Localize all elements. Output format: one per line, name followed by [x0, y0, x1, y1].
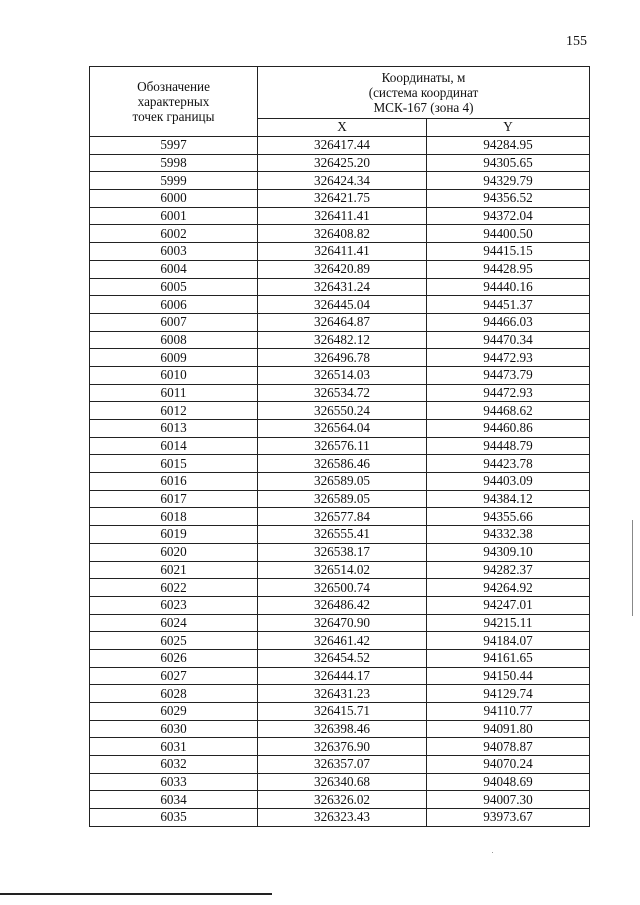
table-row [90, 773, 590, 791]
y-coordinate-cell: 94472.93 [427, 349, 590, 367]
y-coordinate-cell: 94423.78 [427, 455, 590, 473]
y-coordinate-cell: 94451.37 [427, 296, 590, 314]
x-coordinate-cell: 326411.41 [258, 207, 427, 225]
table-row [90, 632, 590, 650]
y-coordinate-cell: 94384.12 [427, 490, 590, 508]
coords-header-line-3: МСК-167 (зона 4) [373, 99, 474, 115]
x-coordinate-cell: 326425.20 [258, 154, 427, 172]
point-cell: 5997 [90, 137, 258, 155]
y-coordinate-cell: 93973.67 [427, 809, 590, 827]
table-row [90, 349, 590, 367]
x-coordinate-cell: 326357.07 [258, 756, 427, 774]
x-coordinate-cell: 326482.12 [258, 331, 427, 349]
table-row [90, 437, 590, 455]
table-row [90, 526, 590, 544]
point-cell: 6031 [90, 738, 258, 756]
table-row [90, 596, 590, 614]
y-coordinate-cell: 94091.80 [427, 720, 590, 738]
x-coordinate-cell: 326421.75 [258, 190, 427, 208]
x-coordinate-cell: 326431.23 [258, 685, 427, 703]
table-row [90, 172, 590, 190]
points-header-line-2: характерных [137, 94, 210, 109]
y-coordinate-cell: 94473.79 [427, 366, 590, 384]
y-coordinate-cell: 94070.24 [427, 756, 590, 774]
point-cell: 6010 [90, 366, 258, 384]
point-cell: 6001 [90, 207, 258, 225]
x-coordinate-cell: 326411.41 [258, 243, 427, 261]
x-coordinate-cell: 326514.03 [258, 366, 427, 384]
scan-speck [492, 852, 493, 853]
table-row [90, 366, 590, 384]
x-coordinate-cell: 326420.89 [258, 260, 427, 278]
x-coordinate-cell: 326514.02 [258, 561, 427, 579]
x-coordinate-cell: 326470.90 [258, 614, 427, 632]
y-coordinate-cell: 94415.15 [427, 243, 590, 261]
x-coordinate-cell: 326589.05 [258, 490, 427, 508]
point-cell: 6033 [90, 773, 258, 791]
point-cell: 6007 [90, 313, 258, 331]
y-coordinate-cell: 94440.16 [427, 278, 590, 296]
footer-rule [0, 893, 272, 895]
table-row [90, 543, 590, 561]
table-row [90, 473, 590, 491]
point-cell: 6008 [90, 331, 258, 349]
table-row [90, 278, 590, 296]
x-coordinate-cell: 326589.05 [258, 473, 427, 491]
table-row [90, 137, 590, 155]
table-row [90, 809, 590, 827]
y-coordinate-cell: 94282.37 [427, 561, 590, 579]
y-coordinate-cell: 94332.38 [427, 526, 590, 544]
y-coordinate-cell: 94129.74 [427, 685, 590, 703]
y-coordinate-cell: 94161.65 [427, 649, 590, 667]
coordinates-table [89, 66, 590, 827]
x-column-header: X [258, 118, 427, 136]
x-coordinate-cell: 326500.74 [258, 579, 427, 597]
table-row [90, 420, 590, 438]
y-coordinate-cell: 94428.95 [427, 260, 590, 278]
y-coordinate-cell: 94329.79 [427, 172, 590, 190]
y-coordinate-cell: 94470.34 [427, 331, 590, 349]
table-row [90, 685, 590, 703]
point-cell: 6003 [90, 243, 258, 261]
point-cell: 6022 [90, 579, 258, 597]
point-cell: 6024 [90, 614, 258, 632]
y-coordinate-cell: 94309.10 [427, 543, 590, 561]
y-coordinate-cell: 94150.44 [427, 667, 590, 685]
point-cell: 6014 [90, 437, 258, 455]
point-cell: 6009 [90, 349, 258, 367]
x-coordinate-cell: 326323.43 [258, 809, 427, 827]
x-coordinate-cell: 326454.52 [258, 649, 427, 667]
coords-header-line-1: Координаты, м [381, 69, 466, 85]
y-coordinate-cell: 94264.92 [427, 579, 590, 597]
x-coordinate-cell: 326408.82 [258, 225, 427, 243]
point-cell: 6013 [90, 420, 258, 438]
table-row [90, 384, 590, 402]
table-row [90, 402, 590, 420]
point-cell: 6020 [90, 543, 258, 561]
point-cell: 6026 [90, 649, 258, 667]
point-cell: 5999 [90, 172, 258, 190]
point-cell: 6027 [90, 667, 258, 685]
coordinates-column-header [258, 67, 590, 119]
x-coordinate-cell: 326340.68 [258, 773, 427, 791]
points-column-header [90, 67, 258, 137]
page-number: 155 [566, 34, 587, 49]
table-row [90, 331, 590, 349]
point-cell: 6000 [90, 190, 258, 208]
table-row [90, 296, 590, 314]
y-coordinate-cell: 94048.69 [427, 773, 590, 791]
table-row [90, 756, 590, 774]
x-coordinate-cell: 326464.87 [258, 313, 427, 331]
y-column-header: Y [427, 118, 590, 136]
x-coordinate-cell: 326326.02 [258, 791, 427, 809]
point-cell: 6021 [90, 561, 258, 579]
y-coordinate-cell: 94472.93 [427, 384, 590, 402]
x-coordinate-cell: 326538.17 [258, 543, 427, 561]
x-coordinate-cell: 326486.42 [258, 596, 427, 614]
y-coordinate-cell: 94356.52 [427, 190, 590, 208]
y-coordinate-cell: 94284.95 [427, 137, 590, 155]
points-header-line-3: точек границы [132, 109, 215, 124]
table-row [90, 207, 590, 225]
y-coordinate-cell: 94184.07 [427, 632, 590, 650]
table-row [90, 154, 590, 172]
table-row [90, 720, 590, 738]
y-coordinate-cell: 94007.30 [427, 791, 590, 809]
point-cell: 6023 [90, 596, 258, 614]
x-coordinate-cell: 326534.72 [258, 384, 427, 402]
y-coordinate-cell: 94078.87 [427, 738, 590, 756]
x-coordinate-cell: 326431.24 [258, 278, 427, 296]
point-cell: 6004 [90, 260, 258, 278]
y-coordinate-cell: 94400.50 [427, 225, 590, 243]
table-row [90, 667, 590, 685]
y-coordinate-cell: 94403.09 [427, 473, 590, 491]
table-row [90, 243, 590, 261]
point-cell: 6034 [90, 791, 258, 809]
y-coordinate-cell: 94355.66 [427, 508, 590, 526]
point-cell: 6018 [90, 508, 258, 526]
table-row [90, 561, 590, 579]
table-row [90, 260, 590, 278]
x-coordinate-cell: 326461.42 [258, 632, 427, 650]
point-cell: 6019 [90, 526, 258, 544]
points-header-line-1: Обозначение [137, 79, 210, 94]
point-cell: 6011 [90, 384, 258, 402]
table-row [90, 738, 590, 756]
x-coordinate-cell: 326398.46 [258, 720, 427, 738]
table-row [90, 579, 590, 597]
point-cell: 6012 [90, 402, 258, 420]
point-cell: 6015 [90, 455, 258, 473]
table-row [90, 313, 590, 331]
x-coordinate-cell: 326576.11 [258, 437, 427, 455]
table-row [90, 490, 590, 508]
table-row [90, 791, 590, 809]
x-coordinate-cell: 326577.84 [258, 508, 427, 526]
y-coordinate-cell: 94460.86 [427, 420, 590, 438]
point-cell: 6006 [90, 296, 258, 314]
y-coordinate-cell: 94372.04 [427, 207, 590, 225]
coordinates-table-body [90, 137, 590, 827]
margin-scan-mark [632, 520, 633, 616]
point-cell: 6030 [90, 720, 258, 738]
point-cell: 6002 [90, 225, 258, 243]
point-cell: 6016 [90, 473, 258, 491]
x-coordinate-cell: 326417.44 [258, 137, 427, 155]
point-cell: 5998 [90, 154, 258, 172]
x-coordinate-cell: 326564.04 [258, 420, 427, 438]
y-coordinate-cell: 94468.62 [427, 402, 590, 420]
table-row [90, 649, 590, 667]
x-coordinate-cell: 326586.46 [258, 455, 427, 473]
point-cell: 6032 [90, 756, 258, 774]
y-coordinate-cell: 94466.03 [427, 313, 590, 331]
y-coordinate-cell: 94247.01 [427, 596, 590, 614]
x-coordinate-cell: 326445.04 [258, 296, 427, 314]
x-coordinate-cell: 326424.34 [258, 172, 427, 190]
table-row [90, 508, 590, 526]
x-coordinate-cell: 326550.24 [258, 402, 427, 420]
x-coordinate-cell: 326496.78 [258, 349, 427, 367]
x-coordinate-cell: 326444.17 [258, 667, 427, 685]
y-coordinate-cell: 94110.77 [427, 703, 590, 721]
point-cell: 6017 [90, 490, 258, 508]
point-cell: 6029 [90, 703, 258, 721]
x-coordinate-cell: 326376.90 [258, 738, 427, 756]
point-cell: 6005 [90, 278, 258, 296]
table-row [90, 190, 590, 208]
point-cell: 6028 [90, 685, 258, 703]
coords-header-line-2: (система координат [368, 84, 479, 100]
x-coordinate-cell: 326555.41 [258, 526, 427, 544]
table-row [90, 225, 590, 243]
y-coordinate-cell: 94215.11 [427, 614, 590, 632]
table-row [90, 703, 590, 721]
y-coordinate-cell: 94448.79 [427, 437, 590, 455]
x-coordinate-cell: 326415.71 [258, 703, 427, 721]
y-coordinate-cell: 94305.65 [427, 154, 590, 172]
point-cell: 6035 [90, 809, 258, 827]
table-row [90, 614, 590, 632]
table-row [90, 455, 590, 473]
point-cell: 6025 [90, 632, 258, 650]
